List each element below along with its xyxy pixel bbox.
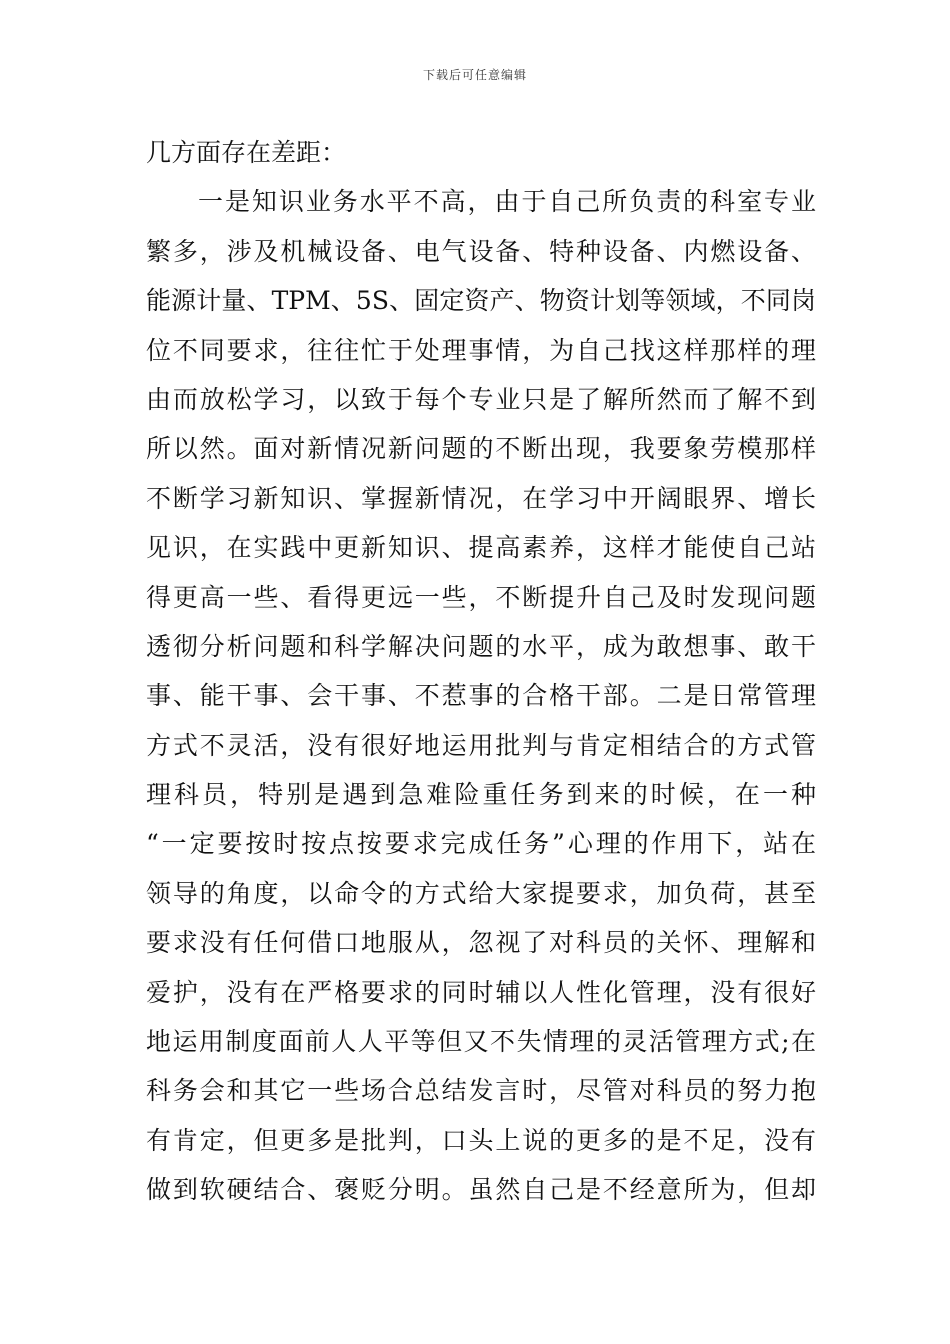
- text-line: 一是知识业务水平不高，由于自己所负责的科室专业: [198, 187, 816, 217]
- text-line: 爱护，没有在严格要求的同时辅以人性化管理，没有很好: [146, 977, 816, 1007]
- text-line: 地运用制度面前人人平等但又不失情理的灵活管理方式;在: [146, 1027, 816, 1057]
- text-line: 做到软硬结合、褒贬分明。虽然自己是不经意所为，但却: [146, 1175, 816, 1205]
- text-line: 位不同要求，往往忙于处理事情，为自己找这样那样的理: [146, 335, 816, 365]
- text-line: 方式不灵活，没有很好地运用批判与肯定相结合的方式管: [146, 730, 816, 760]
- text-line: 几方面存在差距：: [146, 138, 347, 167]
- text-line: 有肯定，但更多是批判，口头上说的更多的是不足，没有: [146, 1125, 816, 1155]
- text-line: 科务会和其它一些场合总结发言时，尽管对科员的努力抱: [146, 1076, 816, 1106]
- document-body: [146, 128, 816, 1215]
- text-line: 要求没有任何借口地服从，忽视了对科员的关怀、理解和: [146, 928, 816, 958]
- text-line: 所以然。面对新情况新问题的不断出现，我要象劳模那样: [146, 434, 816, 464]
- text-line: 见识，在实践中更新知识、提高素养，这样才能使自己站: [146, 533, 816, 563]
- text-line: “一定要按时按点按要求完成任务”心理的作用下，站在: [146, 829, 816, 859]
- text-line: 不断学习新知识、掌握新情况，在学习中开阔眼界、增长: [146, 483, 816, 513]
- text-line: 事、能干事、会干事、不惹事的合格干部。二是日常管理: [146, 681, 816, 711]
- text-line: 理科员，特别是遇到急难险重任务到来的时候，在一种: [146, 780, 816, 810]
- text-line: 繁多，涉及机械设备、电气设备、特种设备、内燃设备、: [146, 236, 816, 266]
- text-line: 透彻分析问题和科学解决问题的水平，成为敢想事、敢干: [146, 631, 816, 661]
- text-line: 领导的角度，以命令的方式给大家提要求，加负荷，甚至: [146, 878, 816, 908]
- text-line: 由而放松学习，以致于每个专业只是了解所然而了解不到: [146, 384, 816, 414]
- text-line: 得更高一些、看得更远一些，不断提升自己及时发现问题: [146, 582, 816, 612]
- text-line: 能源计量、TPM、5S、固定资产、物资计划等领域，不同岗: [146, 286, 816, 316]
- page-header: 下载后可任意编辑: [422, 68, 527, 82]
